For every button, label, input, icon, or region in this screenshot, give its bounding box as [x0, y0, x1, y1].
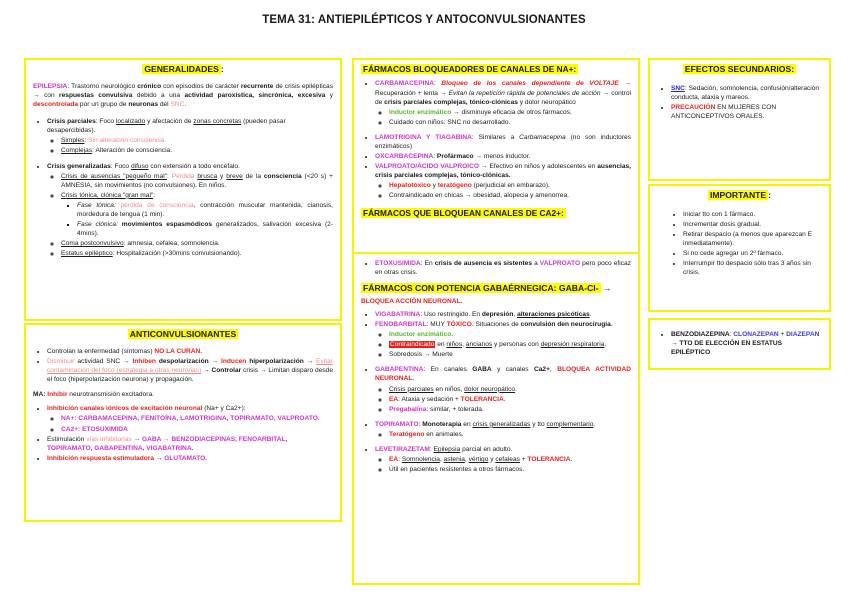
list-item: ◦ Hepatotóxico y teratógeno (perjudicial en embarazo).: [389, 181, 631, 190]
list-item: • Inhibición respuesta estimuladora → GLUTAMATO.: [47, 454, 333, 463]
list-item: • Iniciar tto con 1 fármaco.: [683, 210, 822, 219]
list-item: • FENOBARBITAL: MUY TÓXICO. Situaciones de convulsión den neurocirugía. ◦ Inductor enzimático. ◦ Contraindicado en niños, ancianos y personas con depresión respiratoria. ◦ Sobredosis → Muerte: [375, 320, 631, 359]
bloqueadores-na-box: [352, 58, 640, 254]
gaba-box: [352, 254, 640, 585]
list-item: ◦ NA+: CARBAMACEPINA, FENITOÍNA, LAMOTRIGINA, TOPIRAMATO, VALPROATO.: [61, 414, 333, 423]
page-title: TEMA 31: ANTIEPILÉPTICOS Y ANTOCONVULSIONANTES: [262, 14, 586, 26]
list-item: • SNC: Sedación, somnolencia, confusión/alteración conducta, ataxia y mareos.: [671, 84, 822, 102]
list-item: • Estimulación vías inhibitorias → GABA → BENZODIACEPINAS, FENOARBITAL, TOPIRAMATO, GABAPENTINA, VIGABATRINA.: [47, 435, 333, 453]
list-item: • Interrumpir tto despacio sólo tras 3 años sin crisis.: [683, 259, 822, 277]
list-item: • Si no cede agregar un 2º fármaco.: [683, 249, 822, 258]
benzo-box: [648, 318, 831, 370]
bloqueadores-ca-heading: FÁRMACOS QUE BLOQUEAN CANALES DE CA2+:: [363, 207, 564, 218]
importante-heading: IMPORTANTE :: [709, 190, 772, 200]
list-item: ◦ Teratógeno en animales.: [389, 430, 631, 439]
list-item: • VALPROATO/ÁCIDO VALPROICO → Efectivo en niños y adolescentes en ausencias, crisis parciales complejas, tónico-clónicas. ◦ Hepatotóxico y teratógeno (perjudicial en embarazo). ◦ Contraindicado en chicas → obesidad, alopecia y amenorrea.: [375, 162, 631, 200]
list-item: ◦ Pregabalina: similar, + tolerada.: [389, 405, 631, 414]
ma-line: MA: Inhibir neurotransmisión excitadora.: [33, 391, 154, 399]
importante-box: [648, 184, 831, 312]
list-item: ◦ Coma postconvulsivo: amnesia, cefalea, somnolencia.: [61, 239, 333, 248]
list-item: ▪ Fase tónica: pérdida de consciencia, contracción muscular mantenida, cianosis, mordedura de tengua (1 min).: [77, 201, 333, 219]
list-item: • LAMOTRIGINA Y TIAGABINA: Similares a Carbamacepina (no son inductores enzimáticos): [375, 133, 631, 151]
list-item: ◦ Estatus epiléptico: Hospitalización (>30mins convulsionando).: [61, 249, 333, 258]
list-item: • Controlan la enfermedad (síntomas) NO LA CURAN.: [47, 347, 333, 356]
list-item: ◦ Contraindicado en chicas → obesidad, alopecia y amenorrea.: [389, 191, 631, 200]
list-item: • ETOXUSIMIDA: En crisis de ausencia es sistentes a VALPROATO pero poco eficaz en otras crisis.: [375, 259, 631, 277]
list-item: ◦ Sobredosis → Muerte: [389, 350, 631, 359]
list-item: ◦ Inductor enzimático → disminuye eficacia de otros fármacos.: [389, 108, 631, 117]
efectos-heading: EFECTOS SECUNDARIOS:: [684, 64, 795, 74]
list-item: ◦ Crisis parciales en niños, dolor neuropático.: [389, 385, 631, 394]
anticonvulsionantes-heading: ANTICONVULSIONANTES: [129, 329, 237, 339]
list-item: • OXCARBACEPINA: Profármaco → menos inductor.: [375, 152, 631, 161]
list-item: ◦ Simples: Sin alteración consciencia.: [61, 136, 333, 145]
list-item: ◦ Complejas: Alteración de consciencia.: [61, 146, 333, 155]
list-item: ◦ Útil en pacientes resistentes a otros fármacos.: [389, 465, 631, 474]
epilepsia-definition: EPILEPSIA: Trastorno neurológico crónico con episodios de carácter recurrente de crisis epilépticas → con respuestas convulsiva debido a una actividad paroxística, sincrónica, excesiva y descontrolada por un grupo de neuronas del SNC.: [33, 82, 333, 109]
list-item: ◦ CA2+: ETOSUXIMIDA: [61, 425, 333, 434]
list-item: ◦ Crisis de ausencias "pequeño mal": Pérdida brusca y breve de la consciencia (<20 s) + AMNESIA, sin movimientos (no convulsiones). En niños.: [61, 172, 333, 190]
list-item: • TOPIRAMATO: Monoterapia en crisis generalizadas y tto complementario. ◦ Teratógeno en animales.: [375, 420, 631, 439]
list-item: ◦ EA: Ataxia y sedación + TOLERANCIA.: [389, 395, 631, 404]
anticonvulsionantes-box: [24, 323, 342, 522]
gaba-heading: FÁRMACOS CON POTENCIA GABAÉRNEGICA: GABA-Cl- → BLOQUEA ACCIÓN NEURONAL.: [361, 283, 612, 306]
list-item: • Disminuir actividad SNC → Inhiben despolarización → Inducen hiperpolarización → Evitar contaminación del foco (estrategia a otras neuronas) → Controlar crisis → Limitan disparo desde el foco (hiperpolarización neurona) y propagación.: [47, 357, 333, 384]
list-item: ◦ EA: Somnolencia, astenia, vértigo y cefaleas + TOLERANCIA.: [389, 455, 631, 464]
list-item: • PRECAUCIÓN EN MUJERES CON ANTICONCEPTIVOS ORALES.: [671, 103, 822, 121]
list-item: ▪ Fase clónica: movimientos espasmódicos generalizados, salivación excesiva (2-4mins).: [77, 220, 333, 238]
list-item: • Crisis generalizadas: Foco difuso con extensión a todo encéfalo. ◦ Crisis de ausencias "pequeño mal": Pérdida brusca y breve de la consciencia (<20 s) + AMNESIA, sin movimientos (no convulsiones). En niños. ◦ Crisis tónica, clónica "gran mal": ▪ Fase tónica: pérdida de consciencia, contracción muscular mantenida, cianosis, mordedura de tengua (1 min). ▪ Fase clónica: movimientos espasmódicos generalizados, salivación excesiva (2-4mins). ◦ Coma postconvulsivo: amnesia, cefalea, somnolencia. ◦ Estatus epiléptico: Hospitalización (>30mins convulsionando).: [47, 162, 333, 259]
list-item: ◦ Contraindicado en niños, ancianos y personas con depresión respiratoria.: [389, 340, 631, 349]
generalidades-box: [24, 58, 342, 321]
list-item: • Inhibición canales iónicos de excitación neuronal (Na+ y Ca2+): ◦ NA+: CARBAMACEPINA, FENITOÍNA, LAMOTRIGINA, TOPIRAMATO, VALPROATO. ◦ CA2+: ETOSUXIMIDA: [47, 404, 333, 433]
list-item: • CARBAMACEPINA: Bloqueo de los canales dependiente de VOLTAJE → Recuperación + lenta → Evitan la repetición rápida de potenciales de acción → control de crisis parciales complejas, tónico-clónicas y dolor neuropático ◦ Inductor enzimático → disminuye eficacia de otros fármacos. ◦ Cuidado con niños: SNC no desarrollado.: [375, 79, 631, 126]
list-item: • GABAPENTINA: En canales GABA y canales Ca2+, BLOQUEA ACTIVIDAD NEURONAL. ◦ Crisis parciales en niños, dolor neuropático. ◦ EA: Ataxia y sedación + TOLERANCIA. ◦ Pregabalina: similar, + tolerada.: [375, 365, 631, 413]
list-item: ◦ Cuidado con niños: SNC no desarrollado.: [389, 118, 631, 127]
list-item: • Incrementar dosis gradual.: [683, 220, 822, 229]
list-item: • Retirar despacio (a menos que aparezcan E inmediatamente).: [683, 230, 822, 248]
list-item: • Crisis parciales: Foco localizado y afectación de zonas concretas (pueden pasar desapercibidas). ◦ Simples: Sin alteración consciencia. ◦ Complejas: Alteración de consciencia.: [47, 117, 333, 155]
list-item: • LEVETIRAZETAM: Epilepsia parcial en adulto. ◦ EA: Somnolencia, astenia, vértigo y cefaleas + TOLERANCIA. ◦ Útil en pacientes resistentes a otros fármacos.: [375, 445, 631, 474]
efectos-box: [648, 58, 831, 181]
list-item: ◦ Inductor enzimático.: [389, 330, 631, 339]
list-item: • VIGABATRINA: Uso restringido. En depresión, alteraciones psicóticas.: [375, 310, 631, 319]
list-item: • BENZODIAZEPINA: CLONAZEPAN + DIAZEPAN → TTO DE ELECCIÓN EN ESTATUS EPILÉPTICO: [671, 330, 822, 357]
bloqueadores-na-heading: FÁRMACOS BLOQUEADORES DE CANALES DE NA+:: [363, 64, 577, 74]
generalidades-heading: GENERALIDADES :: [144, 64, 224, 74]
list-item: ◦ Crisis tónica, clónica "gran mal": ▪ Fase tónica: pérdida de consciencia, contracción muscular mantenida, cianosis, mordedura de tengua (1 min). ▪ Fase clónica: movimientos espasmódicos generalizados, salivación excesiva (2-4mins).: [61, 191, 333, 238]
